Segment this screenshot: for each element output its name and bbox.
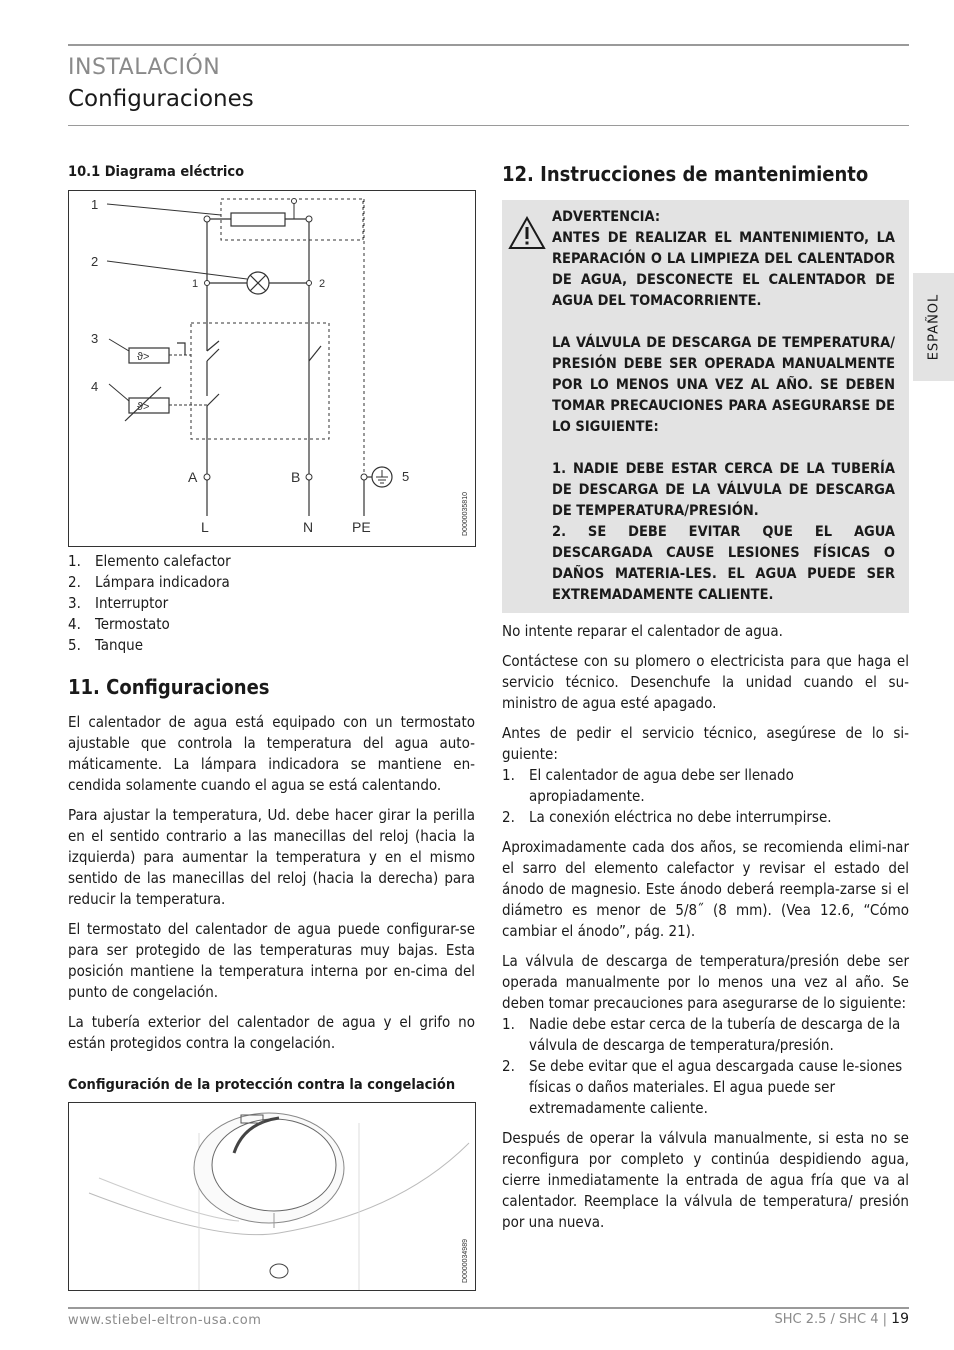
page-title: Configuraciones xyxy=(68,86,254,112)
paragraph: Contáctese con su plomero o electricista para que haga el servicio técnico. Desenchufe la unidad cuando el su-ministro de agua esté apagado. xyxy=(502,652,909,712)
paragraph: Después de operar la válvula manualmente, si esta no se reconfigura por completo y continúa despidiendo agua, cierre inmediatamente la entrada de agua fría que va al calentador. Reemplace la válvula de temperatura/ presión por una nueva. xyxy=(502,1129,909,1231)
list-item: 4. Termostato xyxy=(68,615,170,633)
warning-box xyxy=(502,200,909,613)
callout-1: 1 xyxy=(91,197,99,212)
label-b: B xyxy=(291,469,301,485)
label-pe: PE xyxy=(352,519,371,535)
language-tab xyxy=(913,273,954,381)
footer-rule xyxy=(68,1307,909,1309)
warning-text: ANTES DE REALIZAR EL MANTENIMIENTO, LA REPARACIÓN O LA LIMPIEZA DEL CALENTADOR DE AGUA, DESCONECTE EL CALENTADOR DE AGUA DEL TOMACORRIENTE. xyxy=(552,230,895,309)
warning-text: 2. SE DEBE EVITAR QUE EL AGUA DESCARGADA CAUSE LESIONES FÍSICAS O DAÑOS MATERIA-LES. EL AGUA PUEDE SER EXTREMADAMENTE CALIENTE. xyxy=(552,524,895,603)
paragraph: El termostato del calentador de agua puede configurar-se para ser protegido de las temperaturas muy bajas. Esta posición mantiene la temperatura interna por en-cima del punto de congelación. xyxy=(68,920,475,1001)
precautions-list xyxy=(502,1014,909,1119)
warning-title: ADVERTENCIA: xyxy=(552,209,661,225)
heading-12: 12. Instrucciones de mantenimiento xyxy=(502,162,869,186)
warning-text: LA VÁLVULA DE DESCARGA DE TEMPERATURA/ PRESIÓN DEBE SER OPERADA MANUALMENTE POR LO MENOS UNA VEZ AL AÑO. SE DEBEN TOMAR PRECAUCIONES PARA ASEGURARSE DE LO SIGUIENTE: xyxy=(552,335,895,435)
wiring-diagram xyxy=(68,190,476,547)
footer-model-text: SHC 2.5 / SHC 4 | xyxy=(774,1312,888,1327)
callout-3: 3 xyxy=(91,331,99,346)
list-item: 2. Lámpara indicadora xyxy=(68,573,230,591)
terminal-1-label: 1 xyxy=(192,278,199,290)
svg-text:ϑ>: ϑ> xyxy=(137,401,150,413)
label-n: N xyxy=(303,519,314,535)
list-item: 5. Tanque xyxy=(68,636,144,654)
warning-text: 1. NADIE DEBE ESTAR CERCA DE LA TUBERÍA DE DESCARGA DE LA VÁLVULA DE DESCARGA DE TEMPERATURA/PRESIÓN. xyxy=(552,461,895,519)
paragraph: No intente reparar el calentador de agua. xyxy=(502,622,783,640)
warning-icon xyxy=(508,216,546,250)
paragraph: Para ajustar la temperatura, Ud. debe hacer girar la perilla en el sentido contrario a las manecillas del reloj (hacia la izquierda) para aumentar la temperatura y en el mismo sentido de las manecillas del reloj (hacia la derecha) para reducir la temperatura. xyxy=(68,806,475,908)
paragraph: Antes de pedir el servicio técnico, asegúrese de lo si-guiente: xyxy=(502,724,909,763)
paragraph: La válvula de descarga de temperatura/presión debe ser operada manualmente por lo menos una vez al año. Se deben tomar precauciones para asegurarse de lo siguiente: xyxy=(502,952,909,1012)
terminal-2-label: 2 xyxy=(319,278,326,290)
thermostat-photo xyxy=(68,1102,476,1291)
heading-10-1: 10.1 Diagrama eléctrico xyxy=(68,164,245,180)
svg-text:ϑ>: ϑ> xyxy=(137,351,150,363)
list-item: 2. Se debe evitar que el agua descargada cause le-siones físicas o daños materiales. El agua puede ser extremadamente caliente. xyxy=(502,1057,903,1117)
heading-11: 11. Configuraciones xyxy=(68,675,270,699)
list-item: 1. Nadie debe estar cerca de la tubería de descarga de la válvula de descarga de temperatura/presión. xyxy=(502,1015,901,1054)
list-item: 2. La conexión eléctrica no debe interrumpirse. xyxy=(502,808,832,826)
heading-freeze-protection: Configuración de la protección contra la congelación xyxy=(68,1077,456,1093)
top-rule xyxy=(68,44,909,46)
label-l: L xyxy=(201,519,209,535)
page-number: 19 xyxy=(891,1311,909,1327)
checklist xyxy=(502,765,909,828)
paragraph: La tubería exterior del calentador de agua y el grifo no están protegidos contra la congelación. xyxy=(68,1013,475,1052)
language-tab-label: ESPAÑOL xyxy=(926,293,941,361)
paragraph: Aproximadamente cada dos años, se recomienda elimi-nar el sarro del elemento calefactor y revisar el estado del ánodo de magnesio. Este ánodo deberá reempla-zarse si el diámetro es menor de 5/8˝ (8 mm). (Vea 12.6, “Cómo cambiar el ánodo”, pág. 21). xyxy=(502,838,909,940)
diagram-code: D0000035810 xyxy=(462,492,469,536)
list-item: 1. El calentador de agua debe ser llenado apropiadamente. xyxy=(502,766,794,805)
label-5: 5 xyxy=(402,469,410,484)
footer-model xyxy=(774,1311,909,1327)
footer-url: www.stiebel-eltron-usa.com xyxy=(68,1313,262,1328)
callout-4: 4 xyxy=(91,379,99,394)
callout-2: 2 xyxy=(91,254,99,269)
label-a: A xyxy=(188,469,198,485)
photo-code: D0000034989 xyxy=(462,1239,469,1283)
diagram-legend xyxy=(68,551,474,656)
paragraph: El calentador de agua está equipado con un termostato ajustable que controla la temperatura del agua auto-máticamente. La lámpara indicadora se mantiene en-cendida solamente cuando el agua se está calentando. xyxy=(68,713,475,794)
header-rule xyxy=(68,125,909,126)
list-item: 1. Elemento calefactor xyxy=(68,552,231,570)
section-title: INSTALACIÓN xyxy=(68,55,221,80)
list-item: 3. Interruptor xyxy=(68,594,169,612)
